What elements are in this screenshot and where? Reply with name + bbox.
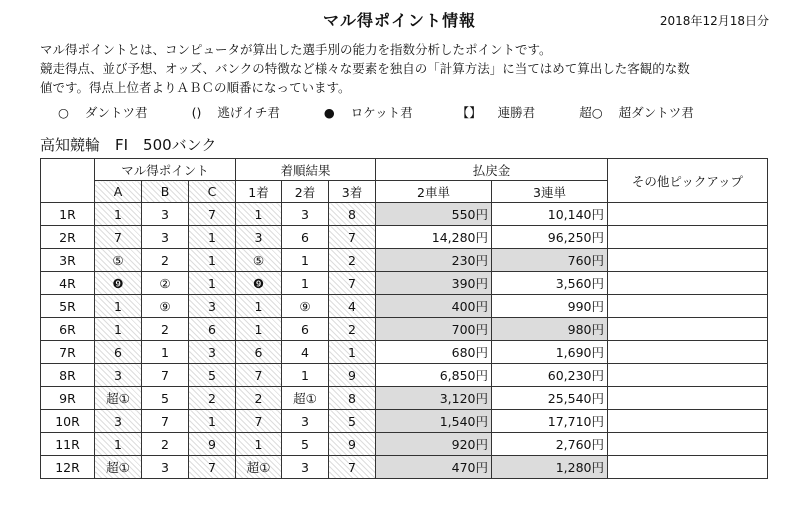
table-body [41, 203, 768, 479]
points-group-header: マル得ポイント [95, 159, 236, 181]
legend-label: 連勝君 [497, 105, 536, 120]
exacta-payout-cell: 920円 [376, 433, 492, 456]
trifecta-payout-cell: 17,710円 [492, 410, 608, 433]
exacta-payout-cell: 400円 [376, 295, 492, 318]
result-1st-cell: 1 [236, 295, 282, 318]
point-c-cell: 1 [189, 226, 236, 249]
table-row [41, 387, 768, 410]
result-1st-cell: 6 [236, 341, 282, 364]
result-2nd-cell: 4 [282, 341, 329, 364]
legend-item [58, 103, 148, 121]
other-pickup-cell [608, 203, 768, 226]
point-b-cell: 2 [142, 318, 189, 341]
other-pickup-cell [608, 226, 768, 249]
point-a-cell: 1 [95, 203, 142, 226]
page-title: マル得ポイント情報 [322, 11, 476, 30]
trifecta-payout-cell: 760円 [492, 249, 608, 272]
other-pickup-cell [608, 295, 768, 318]
result-2nd-cell: ⑨ [282, 295, 329, 318]
result-3rd-cell: 2 [329, 249, 376, 272]
result-3rd-cell: 7 [329, 226, 376, 249]
race-cell: 2R [41, 226, 95, 249]
race-cell: 7R [41, 341, 95, 364]
point-c-cell: 1 [189, 410, 236, 433]
result-2nd-cell: 1 [282, 364, 329, 387]
table-row [41, 226, 768, 249]
race-cell: 8R [41, 364, 95, 387]
result-3rd-cell: 4 [329, 295, 376, 318]
result-1st-cell: 7 [236, 364, 282, 387]
other-pickup-cell [608, 410, 768, 433]
other-pickup-cell [608, 249, 768, 272]
result-2nd-cell: 1 [282, 249, 329, 272]
race-cell: 1R [41, 203, 95, 226]
legend-item [324, 103, 413, 121]
description [40, 40, 780, 97]
results-group-header: 着順結果 [236, 159, 376, 181]
result-1st-cell: 2 [236, 387, 282, 410]
result-2nd-cell: 6 [282, 226, 329, 249]
table-group-header-row [41, 159, 768, 181]
point-c-cell: 3 [189, 295, 236, 318]
table-row [41, 341, 768, 364]
point-a-cell: 1 [95, 433, 142, 456]
result-3rd-cell: 2 [329, 318, 376, 341]
other-pickup-cell [608, 364, 768, 387]
point-c-cell: 7 [189, 456, 236, 479]
legend-symbol: 超○ [579, 105, 603, 120]
col-b-header: B [142, 181, 189, 203]
exacta-payout-cell: 3,120円 [376, 387, 492, 410]
result-1st-cell: 1 [236, 318, 282, 341]
point-b-cell: 3 [142, 203, 189, 226]
description-line: 競走得点、並び予想、オッズ、バンクの特徴など様々な要素を独自の「計算方法」に当てはめて算出した客観的な数 [40, 61, 690, 76]
point-b-cell: ② [142, 272, 189, 295]
point-b-cell: 5 [142, 387, 189, 410]
trifecta-payout-cell: 10,140円 [492, 203, 608, 226]
race-cell: 5R [41, 295, 95, 318]
legend-label: 逃げイチ君 [217, 105, 280, 120]
result-1st-cell: ❾ [236, 272, 282, 295]
legend-symbol: 【】 [456, 105, 482, 120]
other-pickup-cell [608, 387, 768, 410]
payout-group-header: 払戻金 [376, 159, 608, 181]
exacta-payout-cell: 390円 [376, 272, 492, 295]
result-2nd-cell: 3 [282, 456, 329, 479]
point-c-cell: 9 [189, 433, 236, 456]
race-cell: 9R [41, 387, 95, 410]
col-c-header: C [189, 181, 236, 203]
result-1st-cell: 7 [236, 410, 282, 433]
point-a-cell: ⑤ [95, 249, 142, 272]
result-3rd-cell: 8 [329, 203, 376, 226]
legend-label: ダントツ君 [84, 105, 148, 120]
legend-label: ロケット君 [350, 105, 413, 120]
report-date: 2018年12月18日分 [659, 14, 769, 28]
race-cell: 10R [41, 410, 95, 433]
race-cell: 11R [41, 433, 95, 456]
table-row [41, 249, 768, 272]
table-row [41, 295, 768, 318]
col-trifecta-header: 3連単 [492, 181, 608, 203]
symbol-legend [58, 103, 738, 121]
other-pickup-cell [608, 272, 768, 295]
exacta-payout-cell: 6,850円 [376, 364, 492, 387]
point-b-cell: ⑨ [142, 295, 189, 318]
table-row [41, 272, 768, 295]
point-a-cell: 超① [95, 456, 142, 479]
result-2nd-cell: 1 [282, 272, 329, 295]
point-a-cell: 1 [95, 295, 142, 318]
table-row [41, 203, 768, 226]
point-b-cell: 2 [142, 249, 189, 272]
col-2nd-header: 2着 [282, 181, 329, 203]
point-c-cell: 1 [189, 249, 236, 272]
trifecta-payout-cell: 25,540円 [492, 387, 608, 410]
point-b-cell: 7 [142, 410, 189, 433]
other-pickup-header: その他ピックアップ [608, 159, 768, 203]
legend-symbol: ● [323, 104, 335, 120]
point-b-cell: 1 [142, 341, 189, 364]
trifecta-payout-cell: 1,690円 [492, 341, 608, 364]
point-b-cell: 2 [142, 433, 189, 456]
other-pickup-cell [608, 341, 768, 364]
results-table [40, 158, 768, 479]
venue-heading: 高知競輪 FI 500バンク [40, 136, 217, 154]
result-2nd-cell: 3 [282, 410, 329, 433]
legend-label: 超ダントツ君 [618, 105, 694, 120]
exacta-payout-cell: 700円 [376, 318, 492, 341]
point-b-cell: 7 [142, 364, 189, 387]
result-1st-cell: 3 [236, 226, 282, 249]
result-3rd-cell: 5 [329, 410, 376, 433]
exacta-payout-cell: 14,280円 [376, 226, 492, 249]
table-row [41, 410, 768, 433]
point-c-cell: 7 [189, 203, 236, 226]
trifecta-payout-cell: 2,760円 [492, 433, 608, 456]
col-a-header: A [95, 181, 142, 203]
point-c-cell: 1 [189, 272, 236, 295]
result-1st-cell: 超① [236, 456, 282, 479]
table-row [41, 318, 768, 341]
trifecta-payout-cell: 990円 [492, 295, 608, 318]
legend-item [192, 103, 280, 121]
result-2nd-cell: 3 [282, 203, 329, 226]
point-a-cell: 6 [95, 341, 142, 364]
exacta-payout-cell: 550円 [376, 203, 492, 226]
point-a-cell: 7 [95, 226, 142, 249]
race-cell: 3R [41, 249, 95, 272]
point-a-cell: ❾ [95, 272, 142, 295]
col-exacta-header: 2車単 [376, 181, 492, 203]
description-line: マル得ポイントとは、コンピュータが算出した選手別の能力を指数分析したポイントです。 [40, 42, 552, 57]
exacta-payout-cell: 680円 [376, 341, 492, 364]
race-cell: 4R [41, 272, 95, 295]
point-c-cell: 5 [189, 364, 236, 387]
point-b-cell: 3 [142, 226, 189, 249]
race-header [41, 159, 95, 203]
point-a-cell: 3 [95, 410, 142, 433]
table-row [41, 433, 768, 456]
trifecta-payout-cell: 1,280円 [492, 456, 608, 479]
result-3rd-cell: 9 [329, 364, 376, 387]
legend-item [579, 103, 694, 121]
table-row [41, 456, 768, 479]
exacta-payout-cell: 230円 [376, 249, 492, 272]
result-1st-cell: ⑤ [236, 249, 282, 272]
point-a-cell: 1 [95, 318, 142, 341]
result-3rd-cell: 8 [329, 387, 376, 410]
legend-symbol: () [191, 104, 202, 120]
trifecta-payout-cell: 980円 [492, 318, 608, 341]
result-2nd-cell: 5 [282, 433, 329, 456]
result-2nd-cell: 超① [282, 387, 329, 410]
point-b-cell: 3 [142, 456, 189, 479]
col-3rd-header: 3着 [329, 181, 376, 203]
point-a-cell: 超① [95, 387, 142, 410]
other-pickup-cell [608, 318, 768, 341]
trifecta-payout-cell: 60,230円 [492, 364, 608, 387]
legend-item [457, 103, 536, 121]
table-row [41, 364, 768, 387]
result-2nd-cell: 6 [282, 318, 329, 341]
result-3rd-cell: 1 [329, 341, 376, 364]
exacta-payout-cell: 470円 [376, 456, 492, 479]
result-3rd-cell: 7 [329, 456, 376, 479]
result-3rd-cell: 9 [329, 433, 376, 456]
result-3rd-cell: 7 [329, 272, 376, 295]
result-1st-cell: 1 [236, 203, 282, 226]
point-c-cell: 3 [189, 341, 236, 364]
result-1st-cell: 1 [236, 433, 282, 456]
other-pickup-cell [608, 456, 768, 479]
point-c-cell: 6 [189, 318, 236, 341]
legend-symbol: ○ [58, 104, 69, 120]
race-cell: 12R [41, 456, 95, 479]
col-1st-header: 1着 [236, 181, 282, 203]
description-line: 値です。得点上位者よりＡＢＣの順番になっています。 [40, 80, 351, 95]
point-c-cell: 2 [189, 387, 236, 410]
point-a-cell: 3 [95, 364, 142, 387]
trifecta-payout-cell: 96,250円 [492, 226, 608, 249]
race-cell: 6R [41, 318, 95, 341]
other-pickup-cell [608, 433, 768, 456]
exacta-payout-cell: 1,540円 [376, 410, 492, 433]
trifecta-payout-cell: 3,560円 [492, 272, 608, 295]
